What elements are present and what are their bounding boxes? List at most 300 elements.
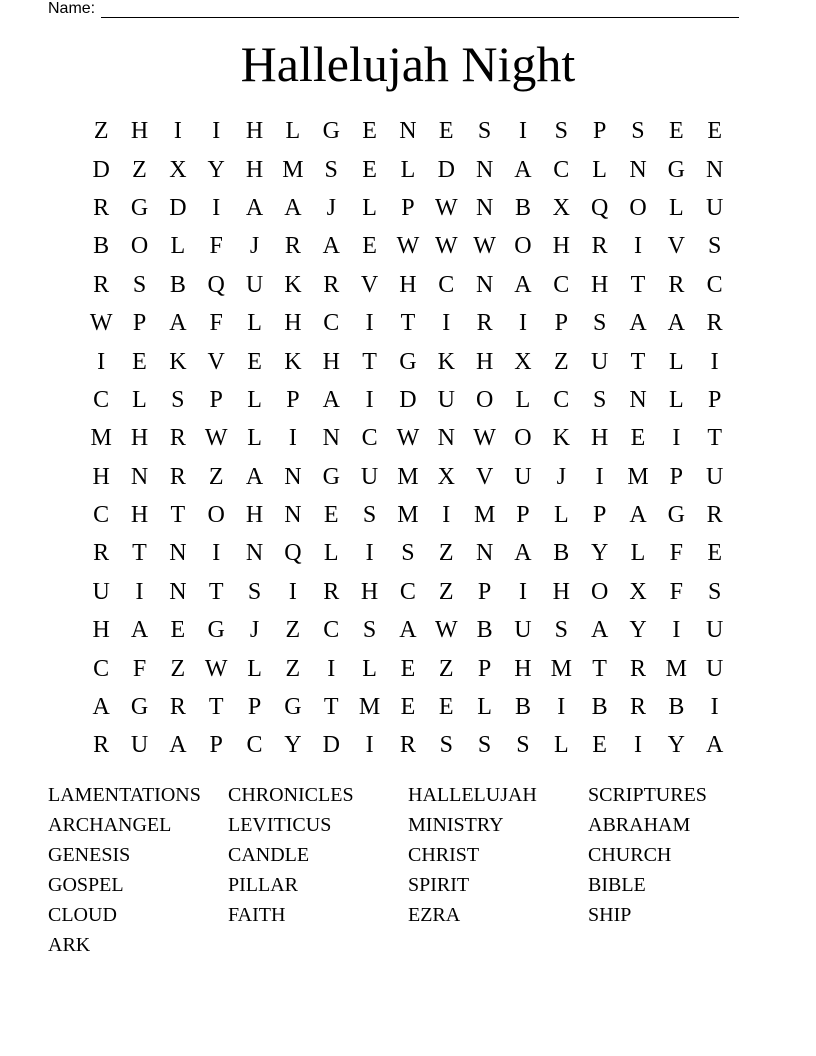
grid-letter: I (365, 386, 374, 413)
grid-letter: R (169, 463, 186, 490)
grid-letter: W (434, 194, 458, 221)
grid-letter: S (477, 732, 492, 759)
grid-letter: S (362, 617, 377, 644)
grid-letter: I (97, 348, 106, 375)
grid-letter: C (361, 425, 378, 452)
word-list-item: ARK (48, 934, 91, 956)
grid-row (82, 458, 734, 496)
grid-letter: A (245, 463, 264, 490)
grid-letter: N (245, 540, 264, 567)
word-list-item: SPIRIT (408, 874, 470, 896)
grid-letter: T (208, 578, 224, 605)
grid-letter: H (360, 578, 379, 605)
grid-letter: L (477, 694, 492, 721)
word-list-item: ARCHANGEL (48, 814, 172, 836)
grid-letter: S (401, 540, 415, 567)
grid-letter: Y (284, 732, 302, 759)
grid-letter: N (169, 540, 187, 567)
grid-letter: A (629, 310, 647, 337)
grid-row (82, 688, 734, 726)
grid-row (82, 611, 734, 649)
grid-letter: L (132, 386, 147, 413)
grid-letter: T (630, 348, 646, 375)
grid-letter: L (630, 540, 646, 567)
grid-letter: E (438, 118, 454, 145)
grid-letter: A (92, 694, 110, 721)
grid-letter: H (514, 655, 532, 682)
grid-letter: O (514, 233, 532, 260)
grid-letter: W (434, 617, 458, 644)
grid-letter: U (514, 463, 532, 490)
grid-letter: R (706, 502, 723, 529)
grid-letter: M (397, 502, 419, 529)
grid-letter: H (245, 502, 264, 529)
grid-letter: L (323, 540, 339, 567)
grid-letter: Z (285, 617, 301, 644)
grid-letter: S (631, 118, 645, 145)
grid-letter: B (591, 694, 608, 721)
grid-letter: N (169, 578, 187, 605)
grid-letter: H (475, 348, 494, 375)
grid-letter: F (669, 540, 683, 567)
grid-letter: C (246, 732, 263, 759)
grid-letter: E (592, 732, 607, 759)
grid-letter: P (401, 194, 415, 221)
grid-letter: T (323, 694, 339, 721)
grid-letter: X (169, 156, 187, 183)
grid-letter: A (514, 540, 532, 567)
grid-letter: G (399, 348, 417, 375)
grid-letter: I (672, 617, 681, 644)
grid-letter: L (247, 386, 262, 413)
grid-letter: U (590, 348, 609, 375)
grid-letter: Q (284, 540, 302, 567)
grid-letter: H (92, 617, 110, 644)
grid-letter: U (706, 617, 724, 644)
grid-letter: R (93, 540, 110, 567)
grid-letter: I (518, 310, 527, 337)
grid-letter: W (396, 233, 420, 260)
grid-letter: V (207, 348, 225, 375)
grid-letter: G (322, 463, 340, 490)
grid-letter: L (668, 386, 684, 413)
grid-letter: S (362, 502, 377, 529)
word-list-item: SHIP (588, 904, 632, 926)
grid-letter: U (514, 617, 532, 644)
grid-letter: E (400, 694, 416, 721)
grid-letter: B (553, 540, 570, 567)
grid-row (82, 189, 734, 227)
grid-letter: E (362, 156, 377, 183)
grid-letter: M (282, 156, 304, 183)
grid-letter: P (132, 310, 147, 337)
grid-letter: E (323, 502, 339, 529)
grid-letter: L (592, 156, 607, 183)
grid-letter: C (93, 655, 110, 682)
grid-letter: P (554, 310, 568, 337)
grid-letter: N (706, 156, 724, 183)
grid-row (82, 150, 734, 188)
grid-letter: W (473, 425, 496, 452)
grid-letter: I (633, 732, 642, 759)
grid-letter: N (437, 425, 455, 452)
word-list-item: BIBLE (588, 874, 646, 896)
grid-letter: D (437, 156, 455, 183)
grid-letter: P (477, 655, 492, 682)
grid-letter: H (245, 118, 264, 145)
grid-letter: R (323, 271, 340, 298)
grid-letter: T (362, 348, 377, 375)
grid-letter: R (93, 194, 110, 221)
grid-letter: C (438, 271, 455, 298)
grid-letter: N (130, 463, 149, 490)
grid-letter: G (667, 502, 685, 529)
grid-letter: U (92, 578, 110, 605)
grid-letter: R (629, 694, 646, 721)
grid-letter: A (590, 617, 609, 644)
grid-letter: N (284, 463, 302, 490)
grid-letter: I (442, 502, 451, 529)
grid-letter: L (247, 310, 262, 337)
grid-letter: P (669, 463, 683, 490)
grid-letter: A (284, 194, 302, 221)
grid-letter: L (668, 194, 684, 221)
grid-letter: G (130, 694, 149, 721)
grid-letter: A (169, 310, 187, 337)
grid-letter: A (706, 732, 724, 759)
grid-letter: R (93, 271, 110, 298)
grid-letter: A (245, 194, 264, 221)
grid-letter: Z (438, 540, 454, 567)
grid-letter: K (437, 348, 455, 375)
grid-letter: A (629, 502, 647, 529)
grid-letter: S (132, 271, 147, 298)
grid-letter: Z (93, 118, 109, 145)
grid-letter: T (208, 694, 224, 721)
grid-letter: U (245, 271, 264, 298)
grid-row (82, 381, 734, 419)
grid-letter: L (285, 118, 301, 145)
grid-letter: G (284, 694, 302, 721)
grid-letter: I (518, 118, 527, 145)
grid-letter: S (707, 233, 722, 260)
grid-letter: X (552, 194, 570, 221)
grid-row (82, 342, 734, 380)
grid-letter: Y (590, 540, 609, 567)
grid-letter: V (360, 271, 379, 298)
grid-letter: N (475, 194, 494, 221)
grid-letter: L (553, 502, 569, 529)
grid-letter: I (212, 194, 221, 221)
grid-letter: H (552, 233, 570, 260)
grid-letter: H (322, 348, 340, 375)
grid-letter: G (207, 617, 225, 644)
grid-letter: I (672, 425, 681, 452)
grid-letter: I (633, 233, 642, 260)
grid-row (82, 726, 734, 764)
grid-letter: P (516, 502, 530, 529)
grid-letter: D (169, 194, 187, 221)
grid-letter: R (93, 732, 110, 759)
grid-letter: D (322, 732, 340, 759)
word-list-item: GOSPEL (48, 874, 124, 896)
grid-letter: N (322, 425, 340, 452)
grid-letter: O (130, 233, 149, 260)
grid-letter: N (629, 156, 647, 183)
word-list-item: CHRONICLES (228, 784, 354, 806)
grid-letter: U (130, 732, 149, 759)
grid-letter: E (707, 118, 722, 145)
grid-letter: Z (438, 578, 454, 605)
grid-letter: E (668, 118, 684, 145)
grid-letter: E (630, 425, 646, 452)
grid-letter: A (514, 156, 532, 183)
grid-letter: N (284, 502, 302, 529)
word-list (48, 780, 768, 960)
grid-letter: A (514, 271, 532, 298)
grid-letter: Z (553, 348, 569, 375)
grid-letter: A (130, 617, 149, 644)
grid-letter: G (130, 194, 149, 221)
grid-letter: P (592, 502, 607, 529)
grid-letter: B (169, 271, 186, 298)
grid-letter: R (169, 425, 186, 452)
word-list-item: LEVITICUS (228, 814, 332, 836)
grid-letter: A (667, 310, 685, 337)
grid-letter: Z (438, 655, 454, 682)
grid-letter: E (362, 233, 377, 260)
grid-letter: R (706, 310, 723, 337)
grid-row (82, 534, 734, 572)
grid-letter: I (135, 578, 144, 605)
grid-letter: M (627, 463, 649, 490)
grid-letter: C (553, 156, 570, 183)
grid-letter: R (399, 732, 416, 759)
grid-letter: E (170, 617, 186, 644)
grid-letter: S (592, 386, 607, 413)
grid-letter: W (204, 655, 228, 682)
grid-letter: P (209, 732, 223, 759)
grid-letter: K (169, 348, 187, 375)
grid-letter: C (323, 310, 340, 337)
grid-letter: W (89, 310, 113, 337)
grid-letter: W (204, 425, 228, 452)
grid-letter: E (707, 540, 722, 567)
grid-letter: K (284, 271, 302, 298)
grid-letter: T (592, 655, 607, 682)
grid-letter: X (437, 463, 455, 490)
grid-letter: Z (132, 156, 147, 183)
name-underline (101, 2, 739, 18)
grid-letter: Z (208, 463, 224, 490)
grid-letter: I (710, 694, 719, 721)
grid-letter: N (629, 386, 647, 413)
grid-letter: V (667, 233, 685, 260)
grid-letter: S (592, 310, 607, 337)
grid-letter: B (514, 194, 531, 221)
page-title: Hallelujah Night (240, 36, 576, 92)
word-list-item: FAITH (228, 904, 286, 926)
grid-letter: M (90, 425, 112, 452)
grid-letter: I (173, 118, 182, 145)
grid-letter: C (553, 386, 570, 413)
grid-letter: E (400, 655, 416, 682)
grid-letter: L (553, 732, 569, 759)
grid-letter: S (171, 386, 185, 413)
grid-letter: J (326, 194, 336, 221)
grid-letter: E (438, 694, 454, 721)
grid-letter: L (362, 194, 377, 221)
word-list-item: SCRIPTURES (588, 784, 707, 806)
grid-row (82, 573, 734, 611)
grid-row (82, 266, 734, 304)
letter-grid (82, 112, 734, 765)
grid-letter: R (668, 271, 685, 298)
grid-letter: B (668, 694, 685, 721)
grid-letter: U (437, 386, 455, 413)
grid-letter: Y (667, 732, 685, 759)
grid-letter: L (515, 386, 531, 413)
grid-letter: X (629, 578, 647, 605)
grid-row (82, 304, 734, 342)
grid-letter: W (396, 425, 420, 452)
grid-letter: R (629, 655, 646, 682)
grid-letter: P (209, 386, 223, 413)
grid-letter: Y (207, 156, 225, 183)
grid-letter: C (706, 271, 723, 298)
word-list-item: ABRAHAM (588, 814, 691, 836)
grid-letter: R (284, 233, 301, 260)
grid-letter: B (93, 233, 110, 260)
grid-letter: W (473, 233, 496, 260)
grid-letter: J (249, 233, 260, 260)
word-list-item: PILLAR (228, 874, 298, 896)
grid-letter: R (169, 694, 186, 721)
grid-letter: N (475, 540, 494, 567)
grid-letter: L (247, 655, 262, 682)
word-list-item: GENESIS (48, 844, 131, 866)
grid-letter: B (514, 694, 531, 721)
grid-letter: S (247, 578, 262, 605)
grid-letter: U (360, 463, 379, 490)
grid-letter: S (324, 156, 338, 183)
grid-letter: S (554, 118, 568, 145)
grid-letter: E (362, 118, 377, 145)
grid-letter: K (552, 425, 570, 452)
grid-letter: H (130, 502, 149, 529)
grid-letter: I (365, 310, 374, 337)
word-list-item: CANDLE (228, 844, 310, 866)
grid-letter: I (442, 310, 451, 337)
grid-letter: P (477, 578, 492, 605)
grid-letter: H (284, 310, 302, 337)
grid-letter: S (516, 732, 530, 759)
grid-letter: I (212, 118, 221, 145)
grid-letter: C (323, 617, 340, 644)
grid-letter: I (710, 348, 719, 375)
grid-letter: I (212, 540, 221, 567)
grid-letter: M (397, 463, 419, 490)
grid-letter: S (439, 732, 453, 759)
grid-letter: U (706, 655, 724, 682)
grid-letter: H (590, 425, 609, 452)
word-list-item: HALLELUJAH (408, 784, 537, 806)
grid-letter: I (288, 425, 297, 452)
name-field (48, 0, 739, 18)
grid-letter: Z (170, 655, 186, 682)
grid-letter: H (130, 425, 149, 452)
grid-letter: T (707, 425, 722, 452)
grid-letter: U (706, 194, 724, 221)
grid-letter: O (207, 502, 225, 529)
grid-row (82, 112, 734, 150)
word-list-item: MINISTRY (408, 814, 504, 836)
grid-letter: U (706, 463, 724, 490)
grid-letter: G (667, 156, 685, 183)
grid-letter: P (592, 118, 607, 145)
grid-letter: Q (207, 271, 225, 298)
grid-letter: R (323, 578, 340, 605)
name-label: Name: (48, 0, 96, 17)
word-list-item: CHURCH (588, 844, 672, 866)
grid-letter: S (554, 617, 568, 644)
grid-letter: M (665, 655, 687, 682)
grid-letter: F (209, 310, 223, 337)
grid-letter: S (707, 578, 722, 605)
grid-letter: A (322, 386, 340, 413)
grid-letter: F (132, 655, 147, 682)
grid-letter: A (399, 617, 417, 644)
grid-letter: I (595, 463, 604, 490)
grid-letter: N (399, 118, 417, 145)
grid-letter: L (668, 348, 684, 375)
grid-letter: E (247, 348, 262, 375)
grid-letter: Y (629, 617, 647, 644)
grid-letter: E (132, 348, 147, 375)
grid-letter: L (362, 655, 377, 682)
grid-letter: T (170, 502, 186, 529)
grid-letter: D (92, 156, 110, 183)
grid-letter: A (322, 233, 340, 260)
grid-letter: H (130, 118, 149, 145)
grid-letter: C (93, 502, 110, 529)
word-list-item: CLOUD (48, 904, 117, 926)
grid-letter: V (475, 463, 494, 490)
grid-letter: T (400, 310, 416, 337)
grid-letter: L (170, 233, 186, 260)
grid-letter: O (475, 386, 494, 413)
grid-letter: B (476, 617, 493, 644)
grid-letter: O (514, 425, 532, 452)
grid-letter: I (365, 540, 374, 567)
grid-letter: D (399, 386, 417, 413)
grid-letter: X (514, 348, 532, 375)
grid-letter: I (518, 578, 527, 605)
grid-letter: O (629, 194, 647, 221)
grid-letter: H (92, 463, 110, 490)
grid-letter: F (669, 578, 683, 605)
grid-letter: H (245, 156, 264, 183)
grid-letter: Q (590, 194, 609, 221)
grid-row (82, 496, 734, 534)
grid-letter: M (358, 694, 381, 721)
word-list-item: CHRIST (408, 844, 480, 866)
grid-letter: W (434, 233, 458, 260)
word-list-item: EZRA (408, 904, 461, 926)
grid-row (82, 227, 734, 265)
grid-letter: I (288, 578, 297, 605)
grid-letter: Z (285, 655, 301, 682)
